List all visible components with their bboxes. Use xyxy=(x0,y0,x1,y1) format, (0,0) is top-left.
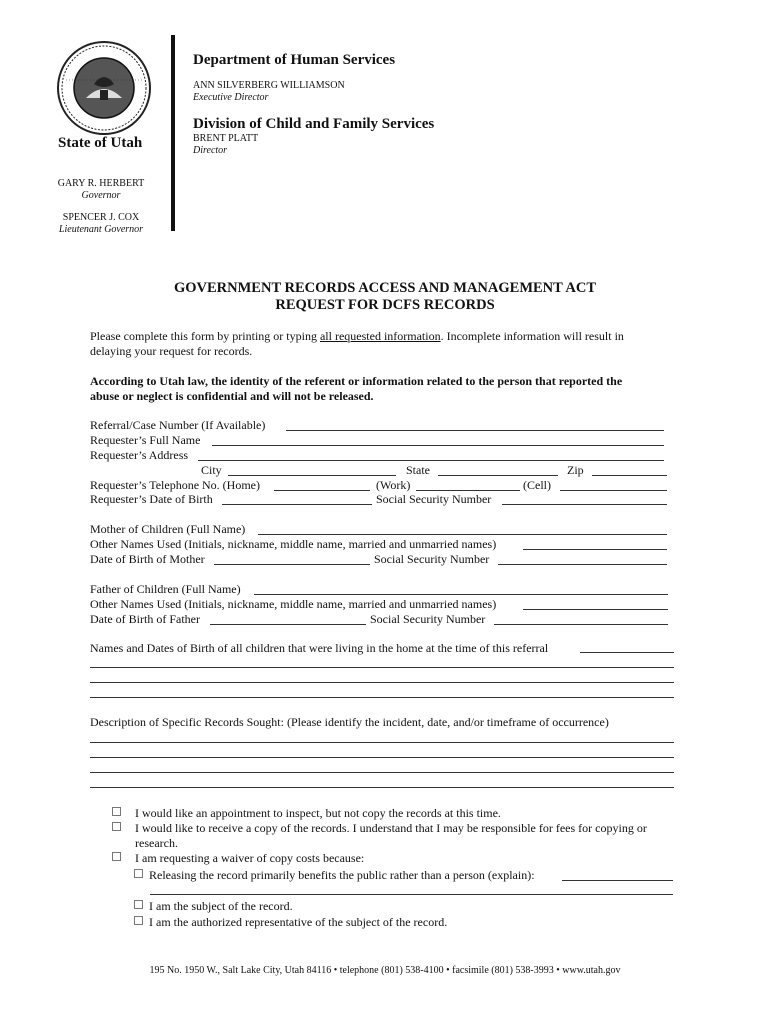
mother-dob-field[interactable] xyxy=(214,564,370,565)
ssn-field[interactable] xyxy=(502,504,667,505)
copy-label-line1: I would like to receive a copy of the records. I understand that I may be responsible for fees for copying or xyxy=(135,821,647,835)
department-title: Department of Human Services xyxy=(193,52,396,68)
father-dob-label: Date of Birth of Father xyxy=(90,612,200,626)
copy-checkbox[interactable] xyxy=(112,822,121,831)
division-title: Division of Child and Family Services xyxy=(193,116,435,132)
phone-work-field[interactable] xyxy=(416,490,520,491)
zip-field[interactable] xyxy=(592,475,667,476)
division-head-title: Director xyxy=(193,145,228,156)
zip-label: Zip xyxy=(567,463,584,477)
notice-line1: According to Utah law, the identity of the referent or information related to the person that reported the xyxy=(90,374,623,388)
mother-other-names-label: Other Names Used (Initials, nickname, middle name, married and unmarried names) xyxy=(90,537,497,551)
lt-governor-block xyxy=(42,212,160,236)
waiver-label: I am requesting a waiver of copy costs because: xyxy=(135,851,365,865)
option-inspect xyxy=(112,806,501,821)
state-name: State of Utah xyxy=(58,135,143,151)
option-public-benefit xyxy=(134,868,535,883)
subject-label: I am the subject of the record. xyxy=(149,899,293,913)
mother-other-names-field[interactable] xyxy=(523,549,667,550)
description-field-line2[interactable] xyxy=(90,757,674,758)
public-benefit-checkbox[interactable] xyxy=(134,869,143,878)
department-head-name: ANN SILVERBERG WILLIAMSON xyxy=(193,80,345,91)
children-field-line1[interactable] xyxy=(580,652,674,653)
option-copy xyxy=(112,821,682,836)
option-waiver xyxy=(112,851,364,866)
city-field[interactable] xyxy=(228,475,396,476)
children-field-line4[interactable] xyxy=(90,697,674,698)
case-number-field[interactable] xyxy=(286,430,664,431)
phone-home-field[interactable] xyxy=(274,490,370,491)
copy-label-line2: research. xyxy=(135,836,178,850)
state-seal-logo xyxy=(56,40,152,136)
division-head xyxy=(193,133,258,157)
inspect-label: I would like an appointment to inspect, but not copy the records at this time. xyxy=(135,806,501,820)
intro-line2: delaying your request for records. xyxy=(90,344,253,358)
lt-governor-name: SPENCER J. COX xyxy=(62,212,140,223)
representative-checkbox[interactable] xyxy=(134,916,143,925)
phone-work-label: (Work) xyxy=(376,478,411,492)
address-field[interactable] xyxy=(198,460,664,461)
waiver-checkbox[interactable] xyxy=(112,852,121,861)
state-label: State xyxy=(406,463,430,477)
description-label: Description of Specific Records Sought: (Please identify the incident, date, and/or timeframe of occurrence) xyxy=(90,715,609,729)
intro-text xyxy=(90,329,690,359)
full-name-label: Requester’s Full Name xyxy=(90,433,201,447)
form-title-line1: GOVERNMENT RECORDS ACCESS AND MANAGEMENT ACT xyxy=(173,280,597,296)
representative-label: I am the authorized representative of the subject of the record. xyxy=(149,915,448,929)
intro-post: . Incomplete information will result in xyxy=(440,329,624,343)
case-number-label: Referral/Case Number (If Available) xyxy=(90,418,266,432)
father-ssn-field[interactable] xyxy=(494,624,668,625)
option-subject xyxy=(134,899,293,914)
inspect-checkbox[interactable] xyxy=(112,807,121,816)
father-other-names-label: Other Names Used (Initials, nickname, middle name, married and unmarried names) xyxy=(90,597,497,611)
department-head xyxy=(193,80,345,104)
phone-cell-field[interactable] xyxy=(560,490,667,491)
confidentiality-notice xyxy=(90,374,690,404)
intro-underlined: all requested information xyxy=(319,329,441,343)
mother-dob-label: Date of Birth of Mother xyxy=(90,552,205,566)
footer-address: 195 No. 1950 W., Salt Lake City, Utah 84116 • telephone (801) 538-4100 • facsimile (801) 538-3993 • www.utah.gov xyxy=(149,965,621,976)
father-dob-field[interactable] xyxy=(210,624,366,625)
description-field-line1[interactable] xyxy=(90,742,674,743)
division-head-name: BRENT PLATT xyxy=(193,133,259,144)
phone-home-label: Requester’s Telephone No. (Home) xyxy=(90,478,261,492)
father-ssn-label: Social Security Number xyxy=(370,612,486,626)
mother-ssn-label: Social Security Number xyxy=(374,552,490,566)
governor-block xyxy=(42,178,160,202)
description-field-line3[interactable] xyxy=(90,772,674,773)
option-representative xyxy=(134,915,447,930)
address-label: Requester’s Address xyxy=(90,448,189,462)
subject-checkbox[interactable] xyxy=(134,900,143,909)
department-head-title: Executive Director xyxy=(193,92,269,103)
header-divider xyxy=(171,35,175,231)
children-label: Names and Dates of Birth of all children that were living in the home at the time of this referral xyxy=(90,641,549,655)
form-title-line2: REQUEST FOR DCFS RECORDS xyxy=(275,297,495,313)
ssn-label: Social Security Number xyxy=(376,492,492,506)
city-label: City xyxy=(201,463,222,477)
mother-name-label: Mother of Children (Full Name) xyxy=(90,522,246,536)
full-name-field[interactable] xyxy=(212,445,664,446)
father-name-field[interactable] xyxy=(254,594,668,595)
public-benefit-field-line1[interactable] xyxy=(562,880,673,881)
children-field-line2[interactable] xyxy=(90,667,674,668)
public-benefit-field-line2[interactable] xyxy=(150,894,673,895)
governor-title: Governor xyxy=(81,190,121,201)
public-benefit-label: Releasing the record primarily benefits the public rather than a person (explain): xyxy=(149,868,535,882)
notice-line2: abuse or neglect is confidential and will not be released. xyxy=(90,389,374,403)
phone-cell-label: (Cell) xyxy=(523,478,551,492)
state-field[interactable] xyxy=(438,475,558,476)
description-field-line4[interactable] xyxy=(90,787,674,788)
dob-field[interactable] xyxy=(222,504,372,505)
father-other-names-field[interactable] xyxy=(523,609,668,610)
father-name-label: Father of Children (Full Name) xyxy=(90,582,241,596)
governor-name: GARY R. HERBERT xyxy=(57,178,145,189)
children-field-line3[interactable] xyxy=(90,682,674,683)
intro-pre: Please complete this form by printing or typing xyxy=(90,329,320,343)
mother-name-field[interactable] xyxy=(258,534,667,535)
lt-governor-title: Lieutenant Governor xyxy=(58,224,144,235)
mother-ssn-field[interactable] xyxy=(498,564,667,565)
dob-label: Requester’s Date of Birth xyxy=(90,492,213,506)
